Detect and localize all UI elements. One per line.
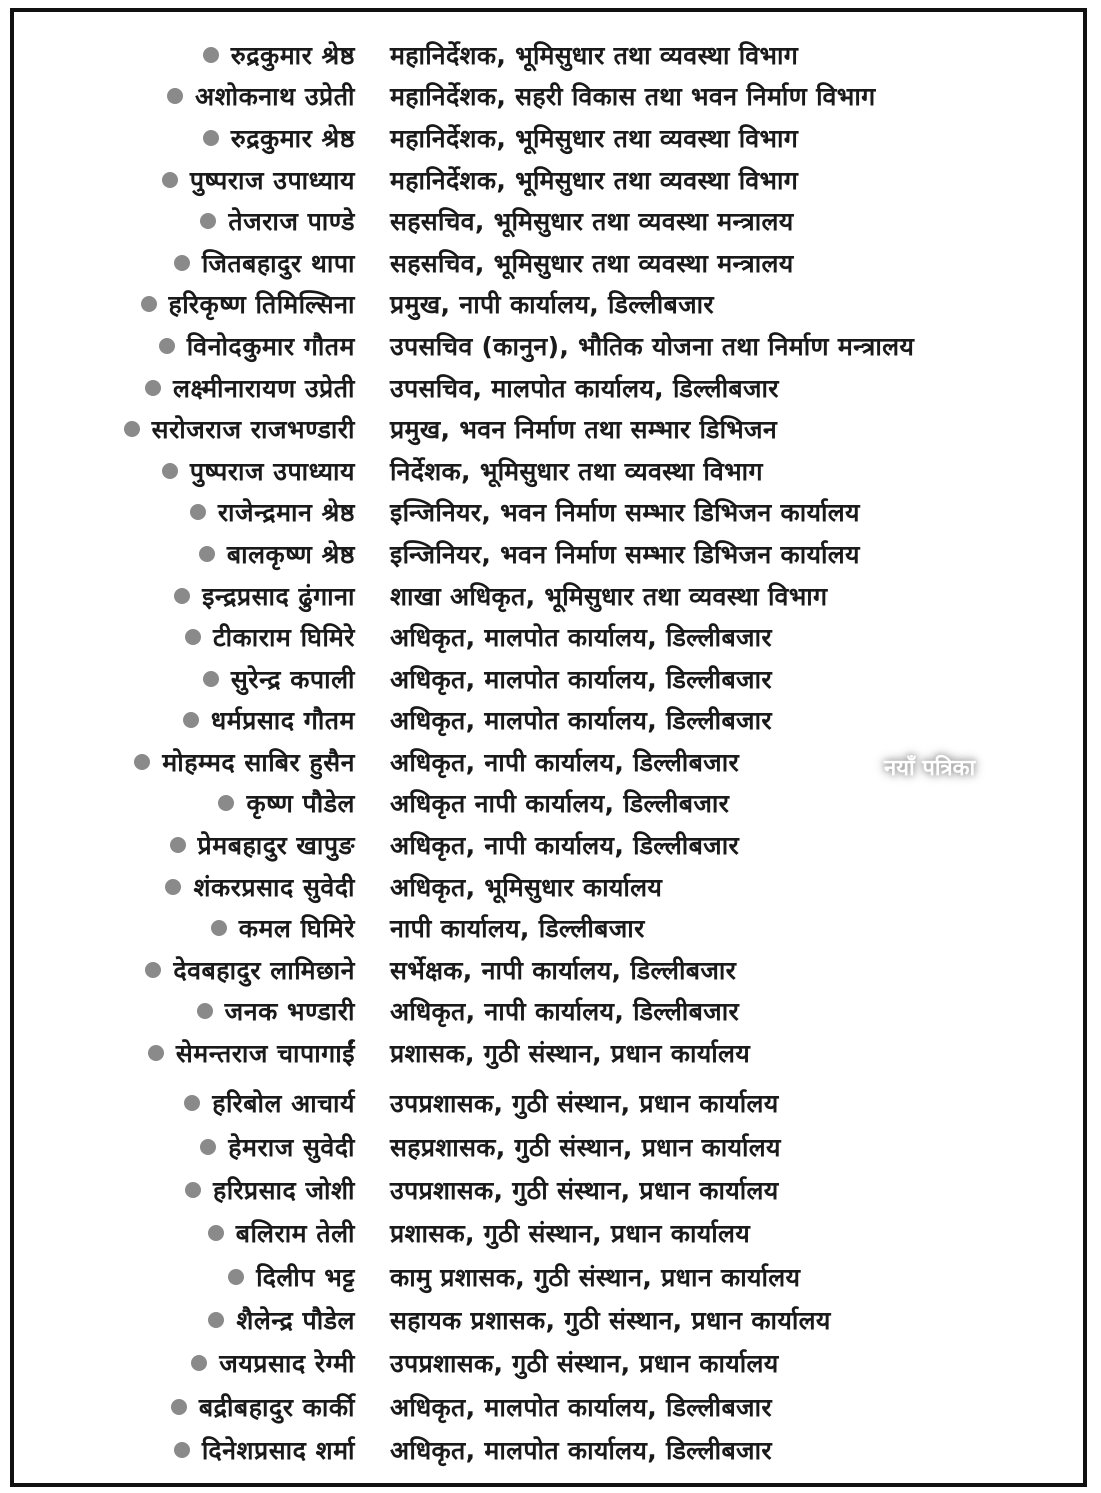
official-post: महानिर्देशक, भूमिसुधार तथा व्यवस्था विभाग bbox=[390, 40, 799, 70]
official-post: उपप्रशासक, गुठी संस्थान, प्रधान कार्यालय bbox=[390, 1349, 779, 1379]
list-item bbox=[14, 117, 1083, 159]
bullet-icon bbox=[134, 754, 150, 770]
official-name: जयप्रसाद रेग्मी bbox=[219, 1349, 355, 1379]
official-name: बलिराम तेली bbox=[235, 1219, 355, 1249]
official-name: दिलीप भट्ट bbox=[256, 1262, 355, 1292]
list-item bbox=[14, 700, 1083, 742]
official-name: हरिबोल आचार्य bbox=[212, 1089, 355, 1119]
official-post: अधिकृत नापी कार्यालय, डिल्लीबजार bbox=[390, 789, 730, 819]
list-item bbox=[14, 991, 1083, 1033]
list-item bbox=[14, 159, 1083, 201]
bullet-icon bbox=[199, 546, 215, 562]
list-item bbox=[14, 866, 1083, 908]
official-post: अधिकृत, मालपोत कार्यालय, डिल्लीबजार bbox=[390, 1435, 772, 1465]
list-item bbox=[14, 616, 1083, 658]
official-post: निर्देशक, भूमिसुधार तथा व्यवस्था विभाग bbox=[390, 456, 763, 486]
official-post: महानिर्देशक, भूमिसुधार तथा व्यवस्था विभाग bbox=[390, 165, 799, 195]
official-post: महानिर्देशक, सहरी विकास तथा भवन निर्माण विभाग bbox=[390, 82, 876, 112]
official-name: सरोजराज राजभण्डारी bbox=[151, 415, 355, 445]
official-name: हरिकृष्ण तिमिल्सिना bbox=[168, 290, 355, 320]
bullet-icon bbox=[191, 1355, 207, 1371]
official-name: पुष्पराज उपाध्याय bbox=[189, 456, 355, 486]
official-post: प्रशासक, गुठी संस्थान, प्रधान कार्यालय bbox=[390, 1219, 751, 1249]
official-name: विनोदकुमार गौतम bbox=[186, 331, 355, 361]
list-item bbox=[14, 1255, 1083, 1298]
list-item bbox=[14, 34, 1083, 76]
watermark: नयाँ पत्रिका bbox=[884, 756, 976, 781]
bullet-icon bbox=[208, 1225, 224, 1241]
bullet-icon bbox=[208, 1312, 224, 1328]
official-name: बद्रीबहादुर कार्की bbox=[198, 1392, 355, 1422]
official-post: अधिकृत, नापी कार्यालय, डिल्लीबजार bbox=[390, 831, 740, 861]
bullet-icon bbox=[124, 421, 140, 437]
official-post: उपसचिव (कानुन), भौतिक योजना तथा निर्माण मन्त्रालय bbox=[390, 331, 915, 361]
official-name: तेजराज पाण्डे bbox=[228, 207, 355, 237]
official-post: प्रशासक, गुठी संस्थान, प्रधान कार्यालय bbox=[390, 1039, 751, 1069]
bullet-icon bbox=[203, 671, 219, 687]
official-post: सर्भेक्षक, नापी कार्यालय, डिल्लीबजार bbox=[390, 955, 737, 985]
bullet-icon bbox=[162, 172, 178, 188]
official-name: अशोकनाथ उप्रेती bbox=[195, 82, 355, 112]
official-name: शैलेन्द्र पौडेल bbox=[236, 1305, 355, 1335]
list-item bbox=[14, 450, 1083, 492]
official-name: बालकृष्ण श्रेष्ठ bbox=[226, 539, 355, 569]
official-post: महानिर्देशक, भूमिसुधार तथा व्यवस्था विभाग bbox=[390, 123, 799, 153]
official-name: हेमराज सुवेदी bbox=[228, 1132, 355, 1162]
official-post: सहायक प्रशासक, गुठी संस्थान, प्रधान कार्यालय bbox=[390, 1305, 831, 1335]
list-item bbox=[14, 1342, 1083, 1385]
bullet-icon bbox=[203, 47, 219, 63]
list-item bbox=[14, 284, 1083, 326]
official-name: कृष्ण पौडेल bbox=[246, 789, 355, 819]
list-item bbox=[14, 658, 1083, 700]
bullet-icon bbox=[228, 1269, 244, 1285]
official-post: अधिकृत, मालपोत कार्यालय, डिल्लीबजार bbox=[390, 623, 772, 653]
bullet-icon bbox=[162, 463, 178, 479]
list-item bbox=[14, 1082, 1083, 1125]
bullet-icon bbox=[148, 1045, 164, 1061]
official-post: अधिकृत, नापी कार्यालय, डिल्लीबजार bbox=[390, 747, 740, 777]
official-name: इन्द्रप्रसाद ढुंगाना bbox=[202, 581, 355, 611]
official-post: सहप्रशासक, गुठी संस्थान, प्रधान कार्यालय bbox=[390, 1132, 781, 1162]
official-name: रुद्रकुमार श्रेष्ठ bbox=[230, 123, 355, 153]
list-item bbox=[14, 1428, 1083, 1471]
bullet-icon bbox=[200, 1139, 216, 1155]
official-name: प्रेमबहादुर खापुङ bbox=[197, 831, 355, 861]
official-name: कमल घिमिरे bbox=[238, 914, 355, 944]
bullet-icon bbox=[145, 380, 161, 396]
bullet-icon bbox=[174, 1442, 190, 1458]
bullet-icon bbox=[145, 962, 161, 978]
official-post: इन्जिनियर, भवन निर्माण सम्भार डिभिजन कार्यालय bbox=[390, 498, 860, 528]
official-name: जितबहादुर थापा bbox=[201, 248, 355, 278]
list-item bbox=[14, 533, 1083, 575]
list-item bbox=[14, 907, 1083, 949]
official-post: अधिकृत, मालपोत कार्यालय, डिल्लीबजार bbox=[390, 706, 772, 736]
official-name: दिनेशप्रसाद शर्मा bbox=[201, 1435, 355, 1465]
bullet-icon bbox=[190, 504, 206, 520]
official-post: कामु प्रशासक, गुठी संस्थान, प्रधान कार्यालय bbox=[390, 1262, 801, 1292]
list-item bbox=[14, 783, 1083, 825]
list-item bbox=[14, 408, 1083, 450]
list-item bbox=[14, 1212, 1083, 1255]
list-item bbox=[14, 1032, 1083, 1074]
official-name: जनक भण्डारी bbox=[224, 997, 355, 1027]
official-post: अधिकृत, नापी कार्यालय, डिल्लीबजार bbox=[390, 997, 740, 1027]
official-post: नापी कार्यालय, डिल्लीबजार bbox=[390, 914, 645, 944]
bullet-icon bbox=[200, 213, 216, 229]
bullet-icon bbox=[185, 1182, 201, 1198]
official-post: इन्जिनियर, भवन निर्माण सम्भार डिभिजन कार्यालय bbox=[390, 539, 860, 569]
official-post: प्रमुख, नापी कार्यालय, डिल्लीबजार bbox=[390, 290, 714, 320]
official-name: देवबहादुर लामिछाने bbox=[173, 955, 355, 985]
official-post: अधिकृत, मालपोत कार्यालय, डिल्लीबजार bbox=[390, 1392, 772, 1422]
list-item bbox=[14, 367, 1083, 409]
official-post: अधिकृत, भूमिसुधार कार्यालय bbox=[390, 872, 663, 902]
list-item bbox=[14, 949, 1083, 991]
bullet-icon bbox=[211, 920, 227, 936]
bullet-icon bbox=[141, 296, 157, 312]
bullet-icon bbox=[165, 879, 181, 895]
list-item bbox=[14, 242, 1083, 284]
official-name: शंकरप्रसाद सुवेदी bbox=[193, 872, 355, 902]
bullet-icon bbox=[185, 629, 201, 645]
list-item bbox=[14, 492, 1083, 534]
official-name: पुष्पराज उपाध्याय bbox=[189, 165, 355, 195]
list-item bbox=[14, 1385, 1083, 1428]
list-item bbox=[14, 1168, 1083, 1211]
list-item bbox=[14, 824, 1083, 866]
official-post: सहसचिव, भूमिसुधार तथा व्यवस्था मन्त्रालय bbox=[390, 248, 794, 278]
official-name: धर्मप्रसाद गौतम bbox=[210, 706, 355, 736]
official-name: लक्ष्मीनारायण उप्रेती bbox=[173, 373, 355, 403]
official-post: उपप्रशासक, गुठी संस्थान, प्रधान कार्यालय bbox=[390, 1089, 779, 1119]
list-item bbox=[14, 1125, 1083, 1168]
bullet-icon bbox=[203, 130, 219, 146]
bullet-icon bbox=[174, 588, 190, 604]
official-name: राजेन्द्रमान श्रेष्ठ bbox=[217, 498, 355, 528]
list-item bbox=[14, 1298, 1083, 1341]
official-name: सेमन्तराज चापागाईं bbox=[175, 1039, 355, 1069]
bullet-icon bbox=[197, 1003, 213, 1019]
official-post: सहसचिव, भूमिसुधार तथा व्यवस्था मन्त्रालय bbox=[390, 207, 794, 237]
document-frame bbox=[10, 8, 1087, 1487]
bullet-icon bbox=[218, 795, 234, 811]
official-name: रुद्रकुमार श्रेष्ठ bbox=[230, 40, 355, 70]
official-post: प्रमुख, भवन निर्माण तथा सम्भार डिभिजन bbox=[390, 415, 778, 445]
list-item bbox=[14, 575, 1083, 617]
bullet-icon bbox=[174, 255, 190, 271]
bullet-icon bbox=[183, 712, 199, 728]
list-item bbox=[14, 76, 1083, 118]
bullet-icon bbox=[170, 837, 186, 853]
official-post: अधिकृत, मालपोत कार्यालय, डिल्लीबजार bbox=[390, 664, 772, 694]
official-name: सुरेन्द्र कपाली bbox=[230, 664, 355, 694]
official-post: उपसचिव, मालपोत कार्यालय, डिल्लीबजार bbox=[390, 373, 779, 403]
official-post: शाखा अधिकृत, भूमिसुधार तथा व्यवस्था विभाग bbox=[390, 581, 828, 611]
official-name: हरिप्रसाद जोशी bbox=[212, 1176, 355, 1206]
list-item bbox=[14, 200, 1083, 242]
list-item bbox=[14, 325, 1083, 367]
bullet-icon bbox=[159, 338, 175, 354]
official-post: उपप्रशासक, गुठी संस्थान, प्रधान कार्यालय bbox=[390, 1176, 779, 1206]
bullet-icon bbox=[171, 1399, 187, 1415]
official-name: मोहम्मद साबिर हुसैन bbox=[162, 747, 355, 777]
official-name: टीकाराम घिमिरे bbox=[212, 623, 355, 653]
bullet-icon bbox=[184, 1095, 200, 1111]
bullet-icon bbox=[167, 88, 183, 104]
